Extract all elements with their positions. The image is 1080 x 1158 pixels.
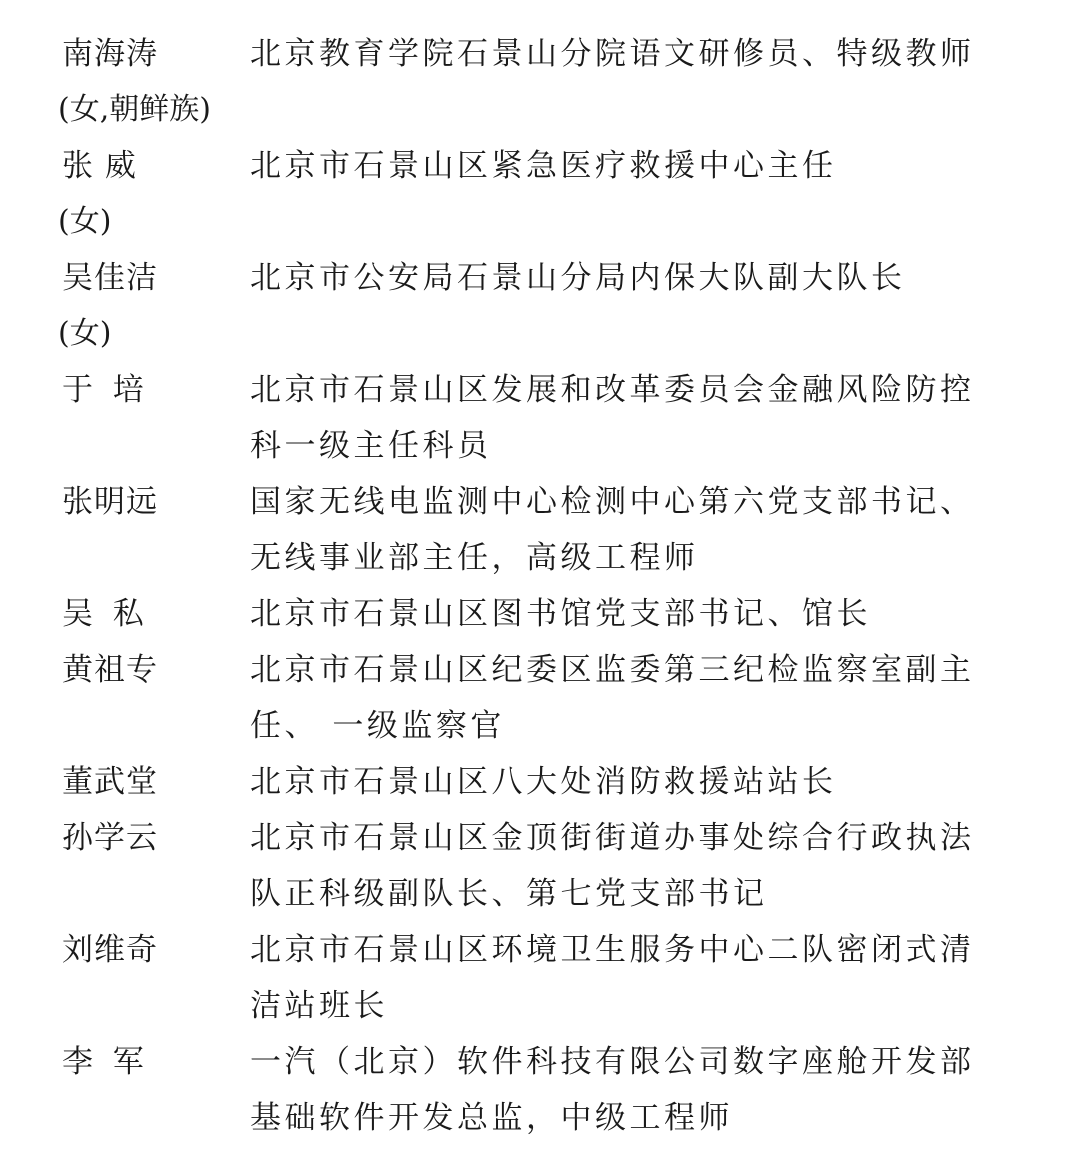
entry-description: 北京市石景山区环境卫生服务中心二队密闭式清 <box>250 932 975 968</box>
entry-description: 北京市石景山区紧急医疗救援中心主任 <box>250 148 837 184</box>
entry-note: (女,朝鲜族) <box>58 92 211 127</box>
entry-name: 于 培 <box>62 372 144 408</box>
entry-name: 刘维奇 <box>62 932 158 968</box>
entry-description-continued: 任、 一级监察官 <box>250 708 505 744</box>
entry-name: 张 威 <box>62 148 137 184</box>
entry-description: 国家无线电监测中心检测中心第六党支部书记、 <box>250 484 975 520</box>
entry-description: 北京市公安局石景山分局内保大队副大队长 <box>250 260 906 296</box>
entry-name: 董武堂 <box>62 764 158 800</box>
entry-name: 南海涛 <box>62 36 158 72</box>
entry-description-continued: 队正科级副队长、第七党支部书记 <box>250 876 768 912</box>
entry-description: 北京市石景山区纪委区监委第三纪检监察室副主 <box>250 652 975 688</box>
entry-name: 黄祖专 <box>62 652 158 688</box>
entry-description: 北京市石景山区金顶街街道办事处综合行政执法 <box>250 820 975 856</box>
entry-description: 北京市石景山区发展和改革委员会金融风险防控 <box>250 372 975 408</box>
entry-name: 李 军 <box>62 1044 144 1080</box>
entry-description: 北京市石景山区图书馆党支部书记、馆长 <box>250 596 871 632</box>
entry-name: 吴 私 <box>62 596 144 632</box>
entry-description: 北京市石景山区八大处消防救援站站长 <box>250 764 837 800</box>
entry-name: 张明远 <box>62 484 158 520</box>
entry-description-continued: 无线事业部主任，高级工程师 <box>250 540 699 576</box>
entry-note: (女) <box>58 204 112 239</box>
entry-description-continued: 科一级主任科员 <box>250 428 492 464</box>
entry-name: 孙学云 <box>62 820 158 856</box>
entry-name: 吴佳洁 <box>62 260 158 296</box>
entry-description: 北京教育学院石景山分院语文研修员、特级教师 <box>250 36 975 72</box>
entry-description: 一汽（北京）软件科技有限公司数字座舱开发部 <box>250 1044 975 1080</box>
entry-note: (女) <box>58 316 112 351</box>
entry-description-continued: 基础软件开发总监，中级工程师 <box>250 1100 733 1136</box>
entry-description-continued: 洁站班长 <box>250 988 388 1024</box>
